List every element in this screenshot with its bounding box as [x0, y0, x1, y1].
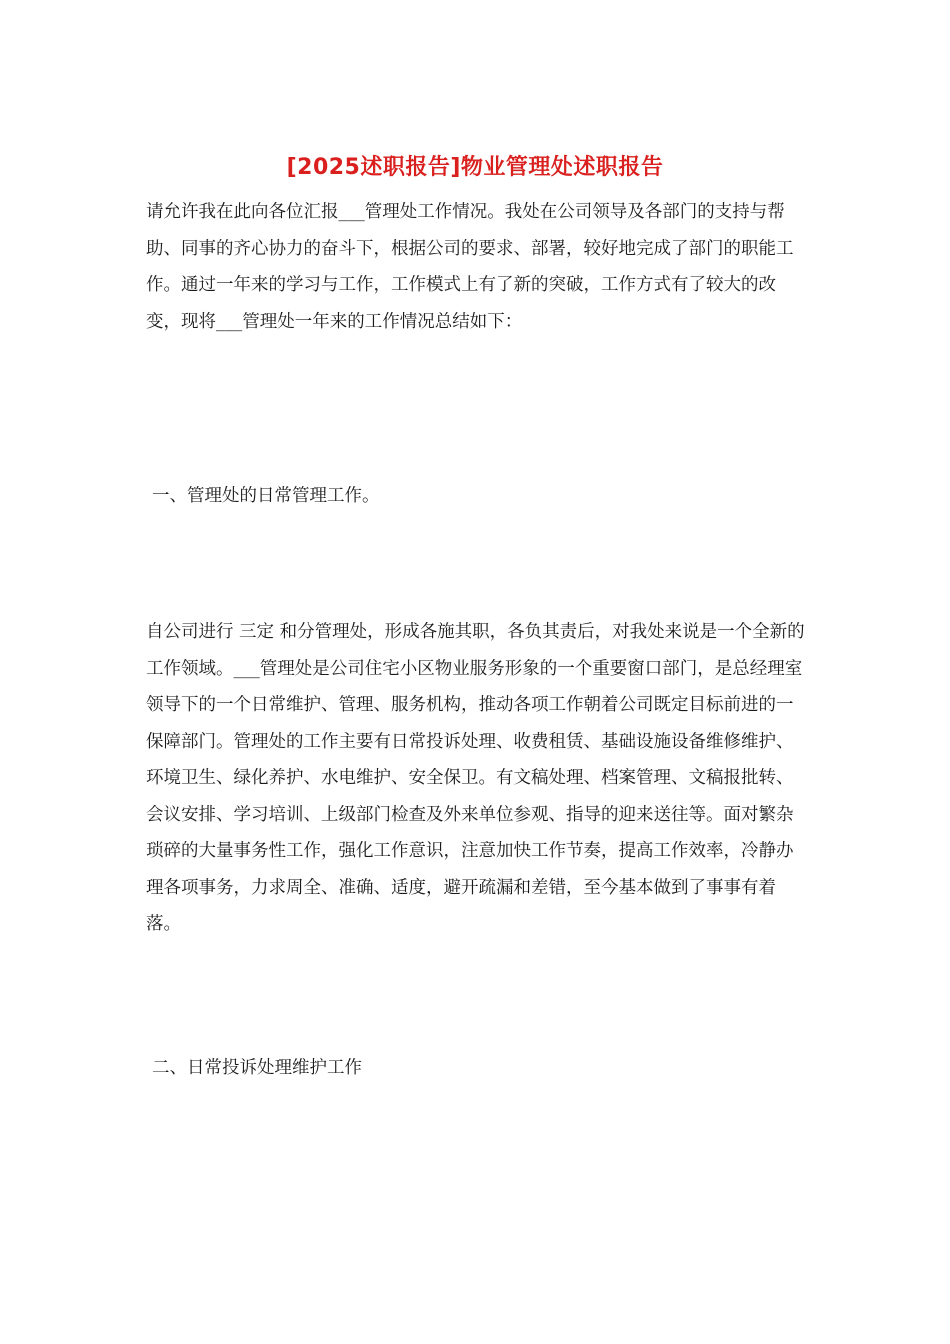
section-body-1: 自公司进行 三定 和分管理处，形成各施其职，各负其责后，对我处来说是一个全新的工作领域。___管理处是公司住宅小区物业服务形象的一个重要窗口部门，是总经理室领导下的一个日常维护、管理、服务机构，推动各项工作朝着公司既定目标前进的一保障部门。管理处的工作主要有日常投诉处理、收费租赁、基础设施设备维修维护、环境卫生、绿化养护、水电维护、安全保卫。有文稿处理、档案管理、文稿报批转、会议安排、学习培训、上级部门检查及外来单位参观、指导的迎来送往等。面对繁杂琐碎的大量事务性工作，强化工作意识，注意加快工作节奏，提高工作效率，冷静办理各项事务，力求周全、准确、适度，避开疏漏和差错，至今基本做到了事事有着落。	[146, 622, 805, 934]
document-title: [2025述职报告]物业管理处述职报告	[286, 155, 664, 180]
section-heading-2: 二、日常投诉处理维护工作	[152, 1058, 362, 1078]
section-heading-1: 一、管理处的日常管理工作。	[152, 486, 380, 506]
intro-paragraph: 请允许我在此向各位汇报___管理处工作情况。我处在公司领导及各部门的支持与帮助、同事的齐心协力的奋斗下，根据公司的要求、部署，较好地完成了部门的职能工作。通过一年来的学习与工作，工作模式上有了新的突破，工作方式有了较大的改变，现将___管理处一年来的工作情况总结如下：	[146, 202, 794, 332]
